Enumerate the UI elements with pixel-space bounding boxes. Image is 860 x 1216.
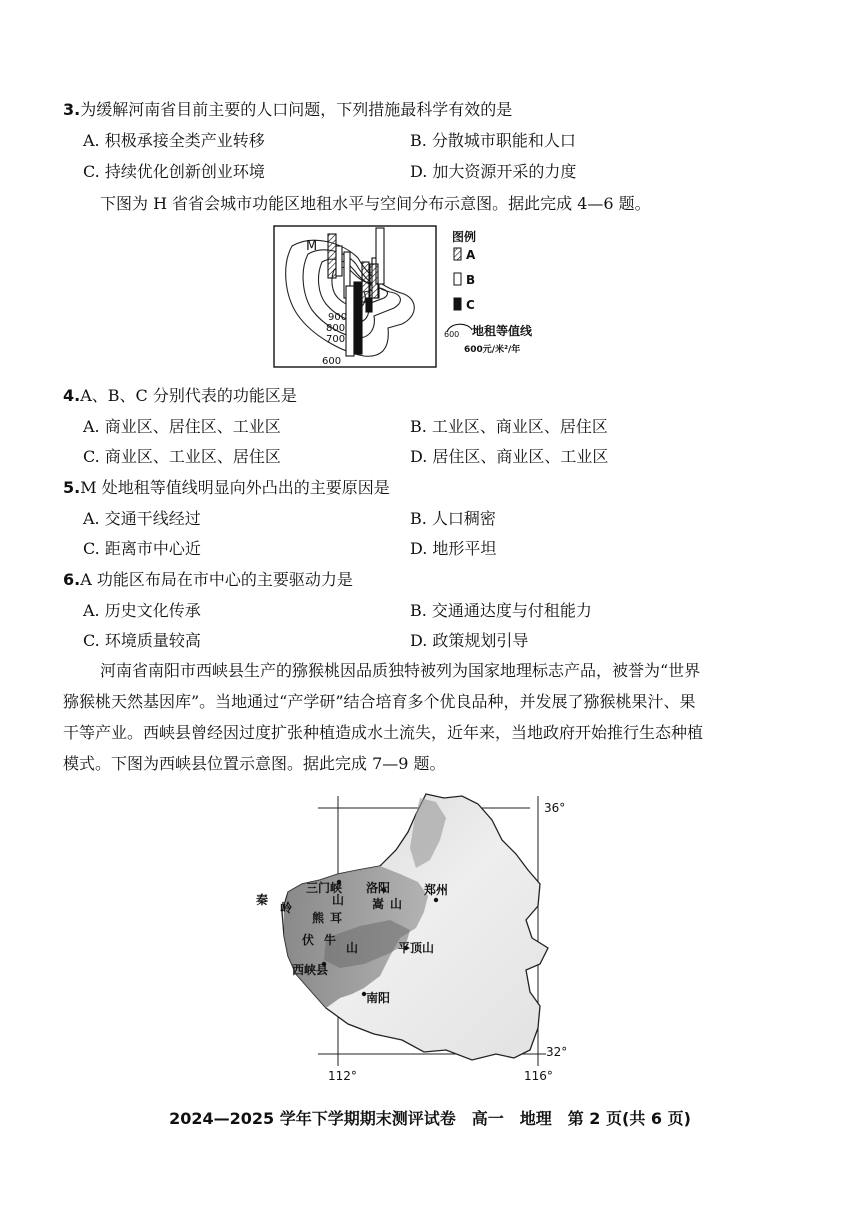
q5-option-d: D. 地形平坦	[410, 539, 497, 558]
intro-4-6: 下图为 H 省省会城市功能区地租水平与空间分布示意图。据此完成 4—6 题。	[100, 194, 651, 213]
q5-stem	[63, 477, 390, 499]
label-xiong: 熊	[312, 911, 325, 925]
legend	[444, 229, 533, 355]
legend-contour-label: 地租等值线	[472, 324, 533, 338]
q5-option-b: B. 人口稠密	[410, 509, 496, 528]
q6-number: 6.	[63, 570, 81, 589]
page-footer: 2024—2025 学年下学期期末测评试卷 高一 地理 第 2 页(共 6 页)	[169, 1109, 691, 1128]
contour-600-label: 600	[322, 356, 342, 367]
q3-option-b: B. 分散城市职能和人口	[410, 131, 576, 150]
q6-stem	[63, 569, 353, 591]
label-lon-116: 116°	[524, 1069, 553, 1083]
label-qin: 秦	[256, 893, 269, 907]
label-ling: 岭	[280, 901, 293, 915]
q4-option-d: D. 居住区、商业区、工业区	[410, 447, 609, 466]
q3-stem-text: 为缓解河南省目前主要的人口问题，下列措施最科学有效的是	[80, 100, 513, 119]
label-lon-112: 112°	[328, 1069, 357, 1083]
label-m: M	[306, 239, 318, 254]
legend-contour-value: 600	[444, 330, 460, 339]
q4-option-a: A. 商业区、居住区、工业区	[83, 417, 281, 436]
q6-option-a: A. 历史文化传承	[83, 601, 201, 620]
label-niu: 牛	[324, 933, 337, 947]
passage-line-1: 河南省南阳市西峡县生产的猕猴桃因品质独特被列为国家地理标志产品，被誉为“世界	[100, 661, 701, 680]
xixia-location-map	[240, 788, 580, 1088]
q3-number: 3.	[63, 100, 81, 119]
label-sanmenxia: 三门峡	[306, 881, 343, 895]
passage-line-3: 干等产业。西峡县曾经因过度扩张种植造成水土流失，近年来，当地政府开始推行生态种植	[63, 723, 704, 742]
passage-line-4: 模式。下图为西峡县位置示意图。据此完成 7—9 题。	[63, 754, 446, 773]
label-zhengzhou: 郑州	[424, 883, 449, 897]
q4-number: 4.	[63, 386, 81, 405]
label-pingdingshan: 平顶山	[398, 941, 435, 955]
q3-option-c: C. 持续优化创新创业环境	[83, 162, 265, 181]
q6-option-b: B. 交通通达度与付租能力	[410, 601, 592, 620]
label-xixiaxian: 西峡县	[292, 963, 329, 977]
contour-900-label: 900	[328, 312, 348, 323]
label-shan-2: 山	[346, 941, 359, 955]
label-er: 耳	[330, 911, 343, 925]
label-lat-36: 36°	[544, 801, 566, 815]
q3-stem	[63, 99, 512, 121]
legend-a-swatch	[454, 248, 461, 260]
q3-option-a: A. 积极承接全类产业转移	[83, 131, 265, 150]
label-song: 嵩	[372, 897, 385, 911]
q4-stem-text: A、B、C 分别代表的功能区是	[80, 386, 297, 405]
legend-unit: 600元/米²/年	[464, 345, 521, 355]
label-fu: 伏	[302, 933, 315, 947]
q6-option-d: D. 政策规划引导	[410, 631, 529, 650]
legend-c-swatch	[454, 298, 461, 310]
label-lat-32: 32°	[546, 1045, 568, 1059]
q3-option-d: D. 加大资源开采的力度	[410, 162, 577, 181]
label-shan-1: 山	[332, 893, 345, 907]
label-nanyang: 南阳	[366, 991, 391, 1005]
passage-line-2: 猕猴桃天然基因库”。当地通过“产学研”结合培育多个优良品种，并发展了猕猴桃果汁、果	[63, 692, 696, 711]
legend-c-label: C	[466, 298, 475, 312]
q5-option-a: A. 交通干线经过	[83, 509, 201, 528]
contour-800-label: 800	[326, 323, 346, 334]
q6-stem-text: A 功能区布局在市中心的主要驱动力是	[80, 570, 353, 589]
rent-contour-figure	[272, 224, 572, 370]
q4-option-b: B. 工业区、商业区、居住区	[410, 417, 608, 436]
contour-700-label: 700	[326, 334, 346, 345]
legend-a-label: A	[466, 248, 476, 262]
zhengzhou-dot	[434, 898, 438, 902]
label-song-shan: 山	[390, 897, 403, 911]
q5-option-c: C. 距离市中心近	[83, 539, 201, 558]
q4-stem	[63, 385, 297, 407]
q5-number: 5.	[63, 478, 81, 497]
q6-option-c: C. 环境质量较高	[83, 631, 201, 650]
label-luoyang: 洛阳	[366, 881, 391, 895]
legend-b-swatch	[454, 273, 461, 285]
q5-stem-text: M 处地租等值线明显向外凸出的主要原因是	[80, 478, 390, 497]
q4-option-c: C. 商业区、工业区、居住区	[83, 447, 281, 466]
legend-title: 图例	[452, 230, 477, 244]
legend-b-label: B	[466, 273, 476, 287]
